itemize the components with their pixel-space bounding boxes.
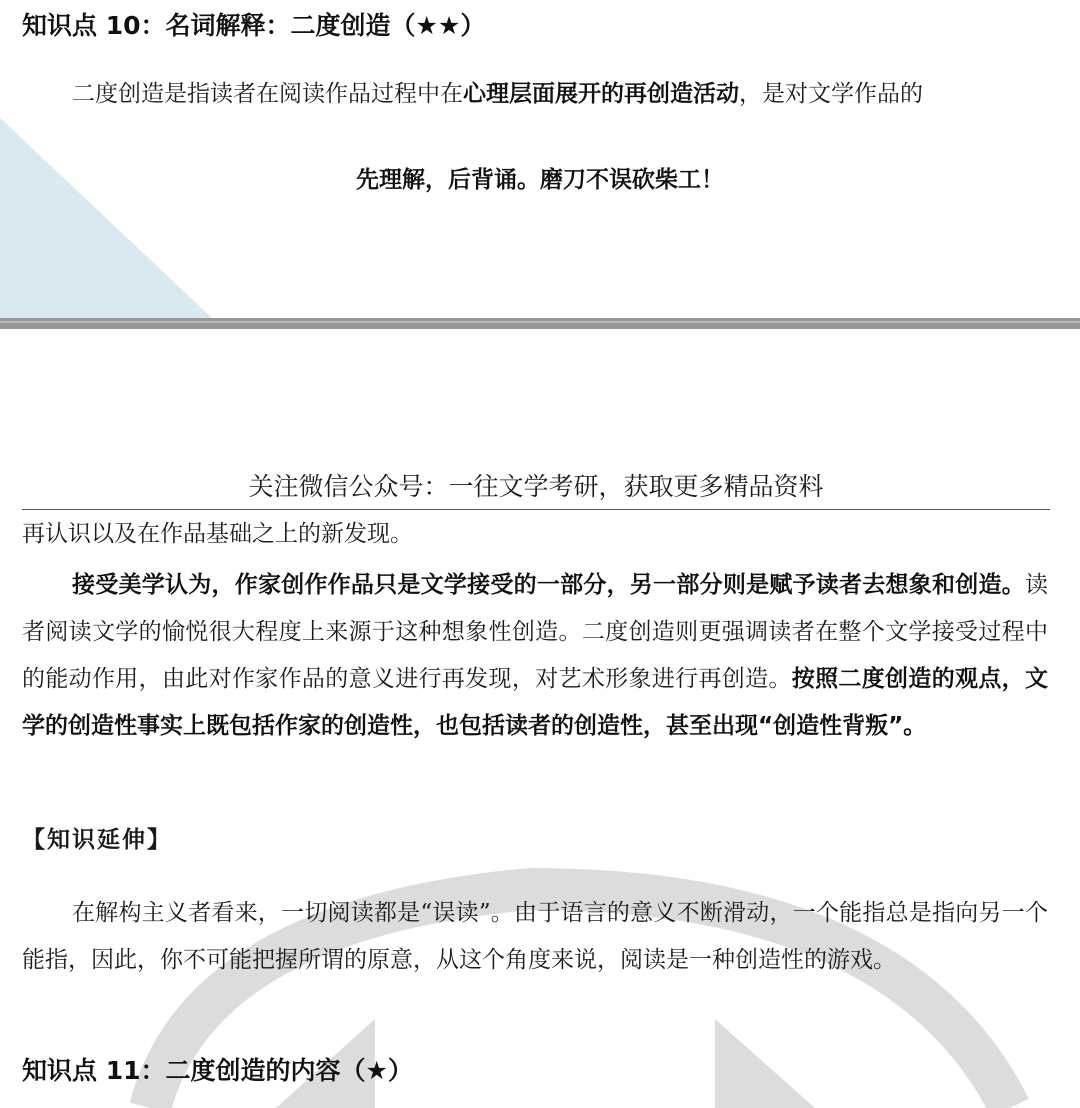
paragraph-text: 读者阅读文学的愉悦很大程度上来源于这种想象性创造。二度创造则更强调读者在整个文学接受过程中的能动作用，由此对作家作品的意义进行再发现，对艺术形象进行再创造。	[22, 572, 1048, 692]
study-tip: 先理解，后背诵。磨刀不误砍柴工！	[356, 167, 724, 193]
page-separator	[0, 318, 1080, 329]
definition-text-2: ，是对文学作品的	[739, 81, 923, 107]
paragraph-bold-1: 接受美学认为，作家创作作品只是文学接受的一部分，另一部分则是赋予读者去想象和创造。	[72, 572, 1025, 598]
definition-text-1: 二度创造是指读者在阅读作品过程中在	[72, 81, 463, 107]
paragraph-bold-2: 按照二度创造的观点，文学的创造性事实上既包括作家的创造性，也包括读者的创造性，甚至出现“创造性背叛”。	[22, 666, 1049, 739]
current-page-fragment	[0, 329, 1080, 1108]
extension-paragraph: 在解构主义者看来，一切阅读都是“误读”。由于语言的意义不断滑动，一个能指总是指向另一个能指，因此，你不可能把握所谓的原意，从这个角度来说，阅读是一种创造性的游戏。	[22, 900, 1048, 973]
reception-aesthetics-paragraph	[22, 562, 1048, 750]
knowledge-point-11-heading: 知识点 11：二度创造的内容（★）	[22, 1056, 413, 1085]
previous-page-fragment	[0, 0, 1080, 318]
decorative-triangle	[0, 0, 220, 318]
knowledge-point-10-heading: 知识点 10：名词解释：二度创造（★★）	[22, 11, 486, 40]
definition-paragraph	[22, 78, 1052, 110]
continued-text: 再认识以及在作品基础之上的新发现。	[22, 521, 413, 547]
extension-heading: 【知识延伸】	[22, 826, 172, 853]
definition-bold-text: 心理层面展开的再创造活动	[463, 81, 739, 107]
header-rule	[22, 509, 1050, 510]
page-header: 关注微信公众号：一往文学考研，获取更多精品资料	[248, 472, 824, 501]
